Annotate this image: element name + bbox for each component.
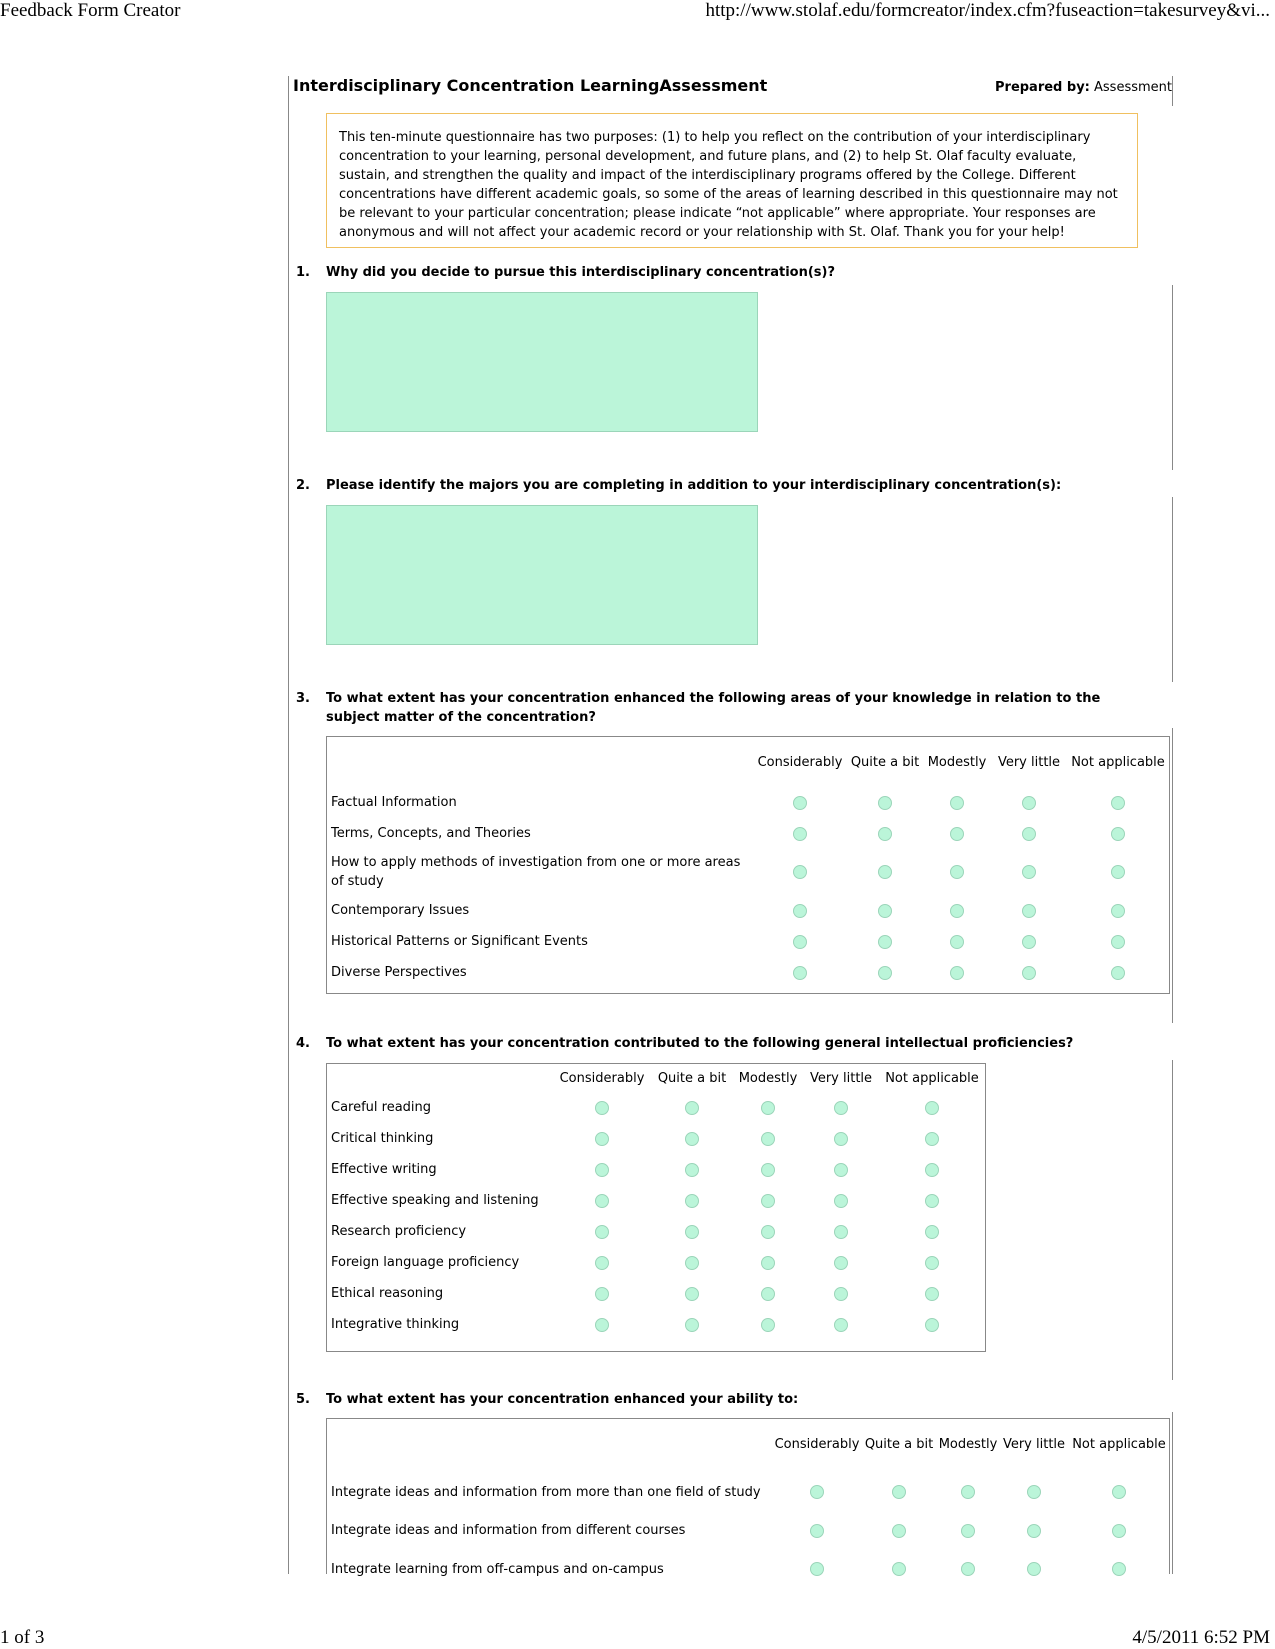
row-label: Foreign language proficiency [331, 1255, 520, 1270]
radio-cell [651, 1123, 733, 1154]
rating-radio[interactable] [925, 1225, 939, 1239]
radio-cell [1067, 818, 1169, 849]
question-number: 2. [296, 478, 310, 493]
q1-answer-textarea[interactable] [326, 292, 758, 432]
radio-cell [923, 787, 991, 818]
radio-cell [753, 818, 847, 849]
radio-cell [1067, 895, 1169, 926]
column-header: Very little [809, 1070, 873, 1086]
radio-cell [1067, 849, 1169, 895]
radio-cell [651, 1185, 733, 1216]
row-label: Contemporary Issues [331, 903, 470, 918]
question-number: 5. [296, 1392, 310, 1407]
rating-radio[interactable] [595, 1163, 609, 1177]
radio-cell [879, 1278, 985, 1309]
radio-cell [847, 787, 923, 818]
grid-row [327, 1546, 1169, 1592]
question-2 [296, 476, 1146, 498]
rating-radio[interactable] [925, 1287, 939, 1301]
radio-cell [937, 1515, 999, 1546]
rating-radio[interactable] [595, 1318, 609, 1332]
print-header-title: Feedback Form Creator [0, 0, 181, 21]
rating-radio[interactable] [793, 827, 807, 841]
radio-cell [879, 1092, 985, 1123]
grid-row [327, 926, 1169, 957]
radio-cell [651, 1309, 733, 1340]
print-footer [0, 1627, 1275, 1649]
grid-row [327, 957, 1169, 988]
rating-radio[interactable] [761, 1132, 775, 1146]
grid-corner [327, 1419, 773, 1469]
left-border-line [288, 76, 289, 1574]
radio-cell [553, 1247, 651, 1278]
rating-radio[interactable] [1112, 1562, 1126, 1576]
radio-cell [879, 1154, 985, 1185]
radio-cell [923, 926, 991, 957]
grid-row [327, 1092, 985, 1123]
grid-row [327, 849, 1169, 895]
column-header: Quite a bit [864, 1436, 934, 1452]
radio-cell [923, 957, 991, 988]
column-header: Modestly [938, 1436, 998, 1452]
prepared-by-value: Assessment [1094, 80, 1172, 95]
radio-cell [773, 1515, 861, 1546]
radio-cell [1067, 926, 1169, 957]
rating-radio[interactable] [1027, 1485, 1041, 1499]
column-header: Not applicable [885, 1070, 979, 1086]
radio-cell [733, 1185, 803, 1216]
rating-radio[interactable] [1111, 935, 1125, 949]
grid-row [327, 1123, 985, 1154]
radio-cell [991, 818, 1067, 849]
radio-cell [991, 787, 1067, 818]
row-label: Integrate ideas and information from more than one field of study [331, 1484, 761, 1500]
radio-cell [1067, 957, 1169, 988]
radio-cell [803, 1154, 879, 1185]
rating-radio[interactable] [685, 1163, 699, 1177]
radio-cell [847, 957, 923, 988]
rating-radio[interactable] [1022, 865, 1036, 879]
print-footer-datetime: 4/5/2011 6:52 PM [1132, 1627, 1270, 1648]
right-border-line [1172, 1412, 1173, 1574]
rating-radio[interactable] [1112, 1485, 1126, 1499]
rating-radio[interactable] [810, 1485, 824, 1499]
grid-row [327, 1247, 985, 1278]
radio-cell [861, 1469, 937, 1515]
rating-radio[interactable] [685, 1225, 699, 1239]
rating-radio[interactable] [1022, 966, 1036, 980]
radio-cell [1069, 1515, 1169, 1546]
radio-cell [553, 1185, 651, 1216]
rating-radio[interactable] [925, 1318, 939, 1332]
radio-cell [1069, 1546, 1169, 1592]
radio-cell [753, 787, 847, 818]
grid-row [327, 1278, 985, 1309]
rating-radio[interactable] [1112, 1524, 1126, 1538]
question-number: 1. [296, 265, 310, 280]
rating-radio[interactable] [761, 1318, 775, 1332]
grid-row [327, 1154, 985, 1185]
q4-rating-table [327, 1064, 985, 1340]
rating-radio[interactable] [834, 1225, 848, 1239]
radio-cell [753, 895, 847, 926]
radio-cell [923, 818, 991, 849]
rating-radio[interactable] [793, 796, 807, 810]
rating-radio[interactable] [834, 1101, 848, 1115]
column-header: Not applicable [1072, 1436, 1166, 1452]
grid-row [327, 1216, 985, 1247]
radio-cell [803, 1123, 879, 1154]
rating-radio[interactable] [1022, 904, 1036, 918]
radio-cell [733, 1123, 803, 1154]
row-label: Effective speaking and listening [331, 1193, 539, 1208]
question-4 [296, 1034, 1146, 1056]
rating-radio[interactable] [925, 1256, 939, 1270]
rating-radio[interactable] [761, 1225, 775, 1239]
rating-radio[interactable] [925, 1101, 939, 1115]
rating-radio[interactable] [793, 865, 807, 879]
rating-radio[interactable] [878, 966, 892, 980]
row-label: Diverse Perspectives [331, 965, 467, 980]
rating-radio[interactable] [685, 1194, 699, 1208]
rating-radio[interactable] [834, 1318, 848, 1332]
q3-rating-table [327, 737, 1169, 988]
rating-radio[interactable] [950, 904, 964, 918]
rating-radio[interactable] [595, 1287, 609, 1301]
radio-cell [847, 818, 923, 849]
rating-radio[interactable] [685, 1287, 699, 1301]
question-text: To what extent has your concentration enhanced the following areas of your knowledge in relation to the subject matter of the concentration? [326, 691, 1101, 725]
rating-radio[interactable] [834, 1287, 848, 1301]
radio-cell [773, 1546, 861, 1592]
prepared-by [995, 80, 1172, 95]
radio-cell [803, 1309, 879, 1340]
radio-cell [937, 1546, 999, 1592]
rating-radio[interactable] [1111, 865, 1125, 879]
column-header: Quite a bit [850, 754, 920, 770]
radio-cell [991, 926, 1067, 957]
rating-radio[interactable] [878, 827, 892, 841]
radio-cell [553, 1278, 651, 1309]
right-border-line [1172, 1060, 1173, 1380]
question-text: To what extent has your concentration enhanced your ability to: [326, 1392, 799, 1407]
rating-radio[interactable] [834, 1132, 848, 1146]
rating-radio[interactable] [685, 1101, 699, 1115]
row-label: Careful reading [331, 1100, 432, 1115]
grid-row [327, 1309, 985, 1340]
radio-cell [651, 1247, 733, 1278]
rating-radio[interactable] [950, 827, 964, 841]
radio-cell [861, 1546, 937, 1592]
grid-row [327, 1185, 985, 1216]
grid-corner [327, 1064, 553, 1092]
radio-cell [999, 1469, 1069, 1515]
intro-box: This ten-minute questionnaire has two purposes: (1) to help you reflect on the contribution of your interdisciplinary concentration to your learning, personal development, and future plans, and (2) to help St. Olaf faculty evaluate, sustain, and strengthen the quality and impact of the interdisciplinary programs offered by the College. Different concentrations have different academic goals, so some of the areas of learning described in this questionnaire may not be relevant to your particular concentration; please indicate “not applicable” where appropriate. Your responses are anonymous and will not affect your academic record or your relationship with St. Olaf. Thank you for your help! [326, 113, 1138, 248]
row-label: Critical thinking [331, 1131, 434, 1146]
radio-cell [733, 1216, 803, 1247]
grid-row [327, 1469, 1169, 1515]
rating-radio[interactable] [595, 1256, 609, 1270]
rating-radio[interactable] [595, 1101, 609, 1115]
radio-cell [923, 895, 991, 926]
row-label: Ethical reasoning [331, 1286, 444, 1301]
rating-radio[interactable] [892, 1524, 906, 1538]
rating-radio[interactable] [961, 1524, 975, 1538]
column-header: Very little [997, 754, 1061, 770]
right-border-line [1172, 497, 1173, 682]
rating-radio[interactable] [1027, 1562, 1041, 1576]
radio-cell [879, 1123, 985, 1154]
rating-radio[interactable] [685, 1256, 699, 1270]
column-header: Quite a bit [657, 1070, 727, 1086]
column-header: Modestly [738, 1070, 798, 1086]
radio-cell [847, 849, 923, 895]
grid-corner [327, 737, 753, 787]
radio-cell [553, 1216, 651, 1247]
question-text: Why did you decide to pursue this interdisciplinary concentration(s)? [326, 265, 836, 280]
radio-cell [999, 1515, 1069, 1546]
radio-cell [861, 1515, 937, 1546]
radio-cell [733, 1278, 803, 1309]
question-5 [296, 1390, 1146, 1412]
right-border-line [1172, 728, 1173, 1023]
rating-radio[interactable] [961, 1562, 975, 1576]
question-1 [296, 263, 1146, 285]
rating-radio[interactable] [810, 1524, 824, 1538]
row-label: Effective writing [331, 1162, 437, 1177]
radio-cell [879, 1309, 985, 1340]
radio-cell [753, 849, 847, 895]
radio-cell [879, 1247, 985, 1278]
radio-cell [553, 1154, 651, 1185]
rating-radio[interactable] [1022, 827, 1036, 841]
question-number: 4. [296, 1036, 310, 1051]
row-label: Integrative thinking [331, 1317, 460, 1332]
radio-cell [803, 1278, 879, 1309]
rating-radio[interactable] [761, 1101, 775, 1115]
q3-rating-grid [326, 736, 1170, 994]
row-label: Historical Patterns or Significant Events [331, 934, 588, 949]
right-border-line [1172, 285, 1173, 470]
rating-radio[interactable] [950, 796, 964, 810]
column-header: Very little [1002, 1436, 1066, 1452]
rating-radio[interactable] [878, 796, 892, 810]
question-text: Please identify the majors you are completing in addition to your interdisciplinary concentration(s): [326, 478, 1062, 493]
radio-cell [753, 926, 847, 957]
radio-cell [553, 1309, 651, 1340]
rating-radio[interactable] [961, 1485, 975, 1499]
column-header: Considerably [559, 1070, 645, 1086]
radio-cell [879, 1216, 985, 1247]
rating-radio[interactable] [761, 1256, 775, 1270]
rating-radio[interactable] [925, 1163, 939, 1177]
radio-cell [733, 1309, 803, 1340]
row-label: Terms, Concepts, and Theories [331, 826, 531, 841]
row-label: How to apply methods of investigation from one or more areas of study [331, 855, 741, 889]
grid-row [327, 895, 1169, 926]
row-label: Factual Information [331, 795, 457, 810]
radio-cell [651, 1154, 733, 1185]
right-border-line [1172, 76, 1173, 106]
radio-cell [773, 1469, 861, 1515]
rating-radio[interactable] [1027, 1524, 1041, 1538]
radio-cell [553, 1123, 651, 1154]
column-header: Considerably [757, 754, 843, 770]
q4-rating-grid [326, 1063, 986, 1352]
prepared-by-label: Prepared by: [995, 80, 1090, 95]
rating-radio[interactable] [925, 1194, 939, 1208]
rating-radio[interactable] [1022, 935, 1036, 949]
radio-cell [651, 1278, 733, 1309]
radio-cell [651, 1216, 733, 1247]
radio-cell [651, 1092, 733, 1123]
rating-radio[interactable] [1111, 796, 1125, 810]
rating-radio[interactable] [1022, 796, 1036, 810]
radio-cell [803, 1247, 879, 1278]
radio-cell [733, 1247, 803, 1278]
rating-radio[interactable] [793, 935, 807, 949]
radio-cell [879, 1185, 985, 1216]
rating-radio[interactable] [1111, 904, 1125, 918]
rating-radio[interactable] [878, 865, 892, 879]
question-text: To what extent has your concentration contributed to the following general intellectual proficiencies? [326, 1036, 1074, 1051]
rating-radio[interactable] [950, 865, 964, 879]
radio-cell [991, 895, 1067, 926]
rating-radio[interactable] [685, 1318, 699, 1332]
rating-radio[interactable] [810, 1562, 824, 1576]
row-label: Research proficiency [331, 1224, 467, 1239]
rating-radio[interactable] [761, 1194, 775, 1208]
rating-radio[interactable] [834, 1194, 848, 1208]
grid-row [327, 818, 1169, 849]
form-title: Interdisciplinary Concentration LearningAssessment [293, 76, 768, 95]
radio-cell [1067, 787, 1169, 818]
rating-radio[interactable] [685, 1132, 699, 1146]
radio-cell [803, 1216, 879, 1247]
radio-cell [937, 1469, 999, 1515]
radio-cell [803, 1092, 879, 1123]
radio-cell [991, 849, 1067, 895]
radio-cell [733, 1154, 803, 1185]
row-label: Integrate ideas and information from different courses [331, 1523, 686, 1538]
radio-cell [923, 849, 991, 895]
radio-cell [847, 895, 923, 926]
rating-radio[interactable] [761, 1287, 775, 1301]
rating-radio[interactable] [834, 1163, 848, 1177]
rating-radio[interactable] [950, 935, 964, 949]
grid-row [327, 787, 1169, 818]
rating-radio[interactable] [595, 1132, 609, 1146]
rating-radio[interactable] [892, 1562, 906, 1576]
rating-radio[interactable] [1111, 966, 1125, 980]
radio-cell [847, 926, 923, 957]
rating-radio[interactable] [878, 935, 892, 949]
q5-rating-table [327, 1419, 1169, 1592]
print-header [0, 0, 1275, 30]
radio-cell [733, 1092, 803, 1123]
rating-radio[interactable] [793, 904, 807, 918]
rating-radio[interactable] [793, 966, 807, 980]
row-label: Integrate learning from off-campus and on-campus [331, 1561, 664, 1577]
radio-cell [991, 957, 1067, 988]
column-header: Not applicable [1071, 754, 1165, 770]
q2-answer-textarea[interactable] [326, 505, 758, 645]
print-footer-page: 1 of 3 [0, 1627, 45, 1648]
radio-cell [1069, 1469, 1169, 1515]
rating-radio[interactable] [1111, 827, 1125, 841]
rating-radio[interactable] [595, 1194, 609, 1208]
grid-row [327, 1515, 1169, 1546]
rating-radio[interactable] [595, 1225, 609, 1239]
radio-cell [803, 1185, 879, 1216]
radio-cell [553, 1092, 651, 1123]
column-header: Modestly [927, 754, 987, 770]
radio-cell [753, 957, 847, 988]
rating-radio[interactable] [878, 904, 892, 918]
question-3 [296, 689, 1146, 729]
question-number: 3. [296, 691, 310, 706]
rating-radio[interactable] [834, 1256, 848, 1270]
rating-radio[interactable] [761, 1163, 775, 1177]
column-header: Considerably [774, 1436, 860, 1452]
radio-cell [999, 1546, 1069, 1592]
rating-radio[interactable] [950, 966, 964, 980]
print-header-url: http://www.stolaf.edu/formcreator/index.cfm?fuseaction=takesurvey&vi... [705, 0, 1270, 21]
rating-radio[interactable] [892, 1485, 906, 1499]
q5-rating-grid [326, 1418, 1170, 1577]
rating-radio[interactable] [925, 1132, 939, 1146]
